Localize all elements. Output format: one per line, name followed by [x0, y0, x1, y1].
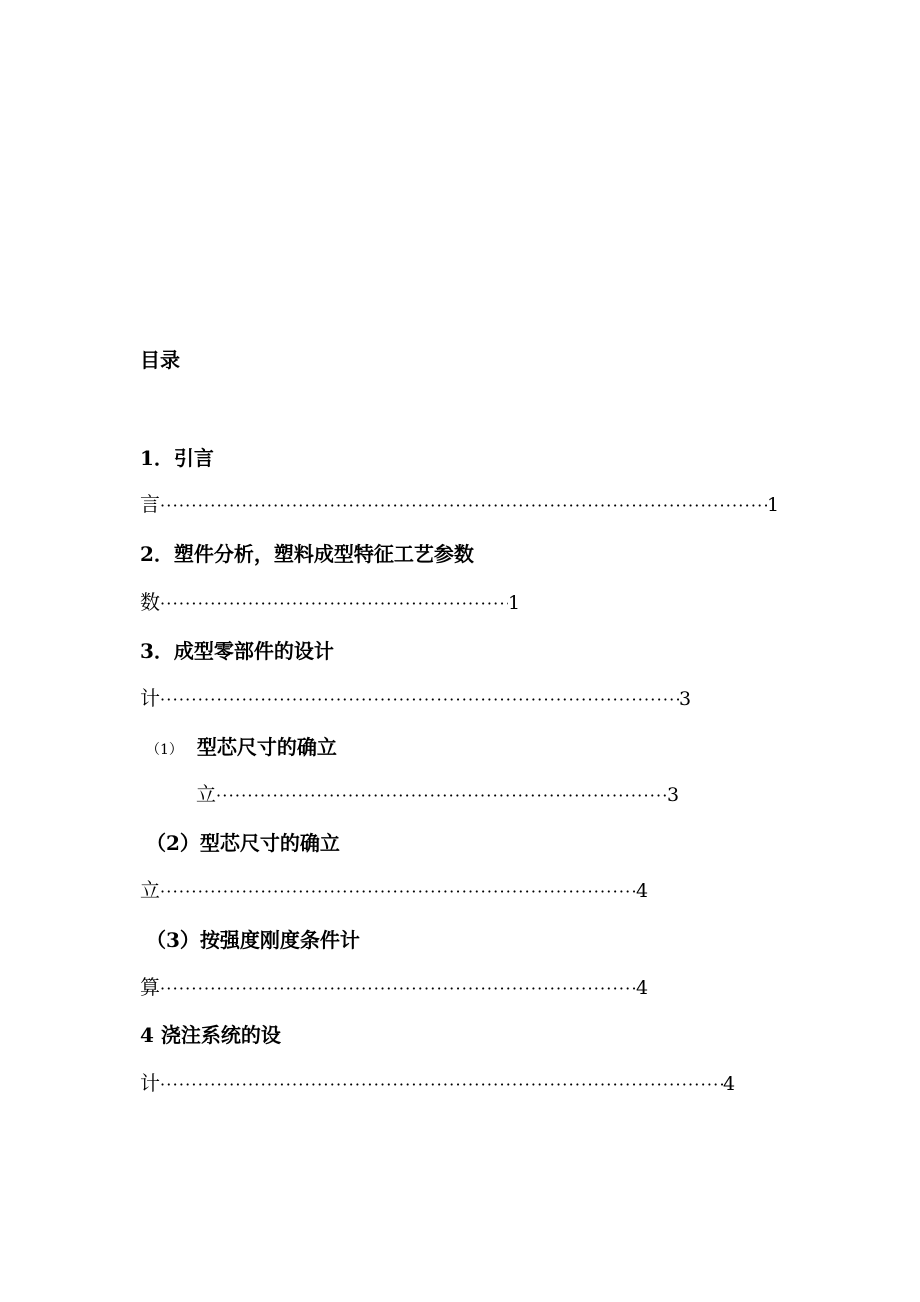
toc-entry-2-page: 1	[508, 592, 521, 614]
toc-entry-3-heading: 3．成型零部件的设计	[140, 639, 334, 663]
toc-entry-1-lead: 言	[140, 492, 160, 516]
toc-entry-7-leader[interactable]	[140, 1069, 735, 1099]
toc-leader-dots	[160, 590, 508, 618]
toc-entry-6-leader[interactable]	[140, 973, 648, 1003]
toc-entry-6-heading: （3）按强度刚度条件计	[146, 928, 360, 952]
toc-entry-5-heading: （2）型芯尺寸的确立	[146, 831, 340, 855]
toc-entry-1-heading: 1．引言	[140, 446, 214, 470]
toc-entry-2-heading: 2．塑件分析，塑料成型特征工艺参数	[140, 542, 474, 566]
toc-entry-4-title: 型芯尺寸的确立	[196, 735, 337, 759]
toc-leader-dots	[160, 686, 679, 714]
toc-entry-4-page: 3	[667, 784, 680, 806]
toc-entry-4-heading	[146, 733, 337, 764]
toc-title: 目录	[140, 348, 180, 372]
toc-leader-dots	[160, 1071, 723, 1099]
toc-entry-2-lead: 数	[140, 590, 160, 614]
toc-leader-dots	[160, 878, 636, 906]
toc-entry-7-page: 4	[723, 1073, 736, 1095]
toc-entry-1-leader[interactable]	[140, 490, 779, 520]
toc-entry-5-page: 4	[636, 880, 649, 902]
toc-entry-4-lead: 立	[196, 782, 216, 806]
toc-entry-3-page: 3	[679, 688, 692, 710]
toc-entry-2-leader[interactable]	[140, 588, 520, 618]
toc-entry-5-leader[interactable]	[140, 876, 648, 906]
toc-entry-1-page: 1	[767, 494, 780, 516]
toc-entry-6-lead: 算	[140, 975, 160, 999]
toc-leader-dots	[160, 975, 636, 1003]
toc-entry-3-lead: 计	[140, 686, 160, 710]
toc-entry-6-page: 4	[636, 977, 649, 999]
toc-entry-4-number: （1）	[146, 742, 183, 758]
toc-leader-dots	[216, 782, 667, 810]
toc-entry-7-lead: 计	[140, 1071, 160, 1095]
toc-entry-4-leader[interactable]	[196, 780, 679, 810]
toc-entry-7-heading: 4 浇注系统的设	[140, 1023, 281, 1047]
toc-entry-3-leader[interactable]	[140, 684, 691, 714]
toc-entry-5-lead: 立	[140, 878, 160, 902]
toc-leader-dots	[160, 492, 767, 520]
